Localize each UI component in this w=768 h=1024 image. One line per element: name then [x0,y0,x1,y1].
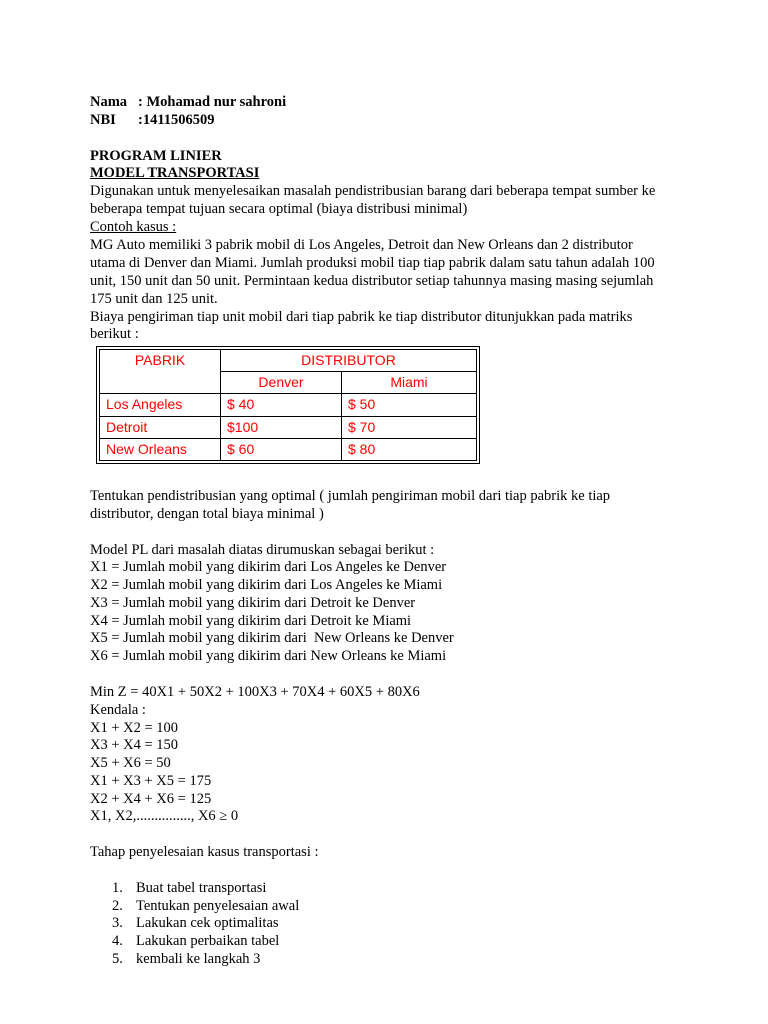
constraint-2: X3 + X4 = 150 [90,737,179,753]
nama-value: : Mohamad nur sahroni [138,94,287,110]
list-item-number: 3. [112,915,123,931]
list-item-number: 5. [112,951,123,967]
constraint-4: X1 + X3 + X5 = 175 [90,773,212,789]
list-item [112,932,279,950]
nbi-label: NBI [90,112,116,128]
miami-cost-cell: $ 50 [342,394,477,416]
table-row [100,438,477,460]
pabrik-cell: Detroit [100,416,221,438]
list-item-number: 1. [112,880,123,896]
variable-def-x1: X1 = Jumlah mobil yang dikirim dari Los Angeles ke Denver [90,559,447,575]
denver-cost-cell: $100 [221,416,342,438]
tentukan-line-1: Tentukan pendistribusian yang optimal ( jumlah pengiriman mobil dari tiap pabrik ke tiap [90,488,611,504]
program-title: PROGRAM LINIER [90,148,222,164]
list-item-text: Lakukan perbaikan tabel [136,933,280,949]
variable-def-x2: X2 = Jumlah mobil yang dikirim dari Los Angeles ke Miami [90,577,443,593]
denver-cost-cell: $ 60 [221,438,342,460]
header-distributor: DISTRIBUTOR [221,350,477,372]
variable-def-x5: X5 = Jumlah mobil yang dikirim dari New Orleans ke Denver [90,630,454,646]
list-item [112,897,299,915]
tentukan-line-2: distributor, dengan total biaya minimal ) [90,506,324,522]
list-item-number: 4. [112,933,123,949]
nama-label: Nama [90,94,128,110]
miami-cost-cell: $ 70 [342,416,477,438]
list-item [112,879,266,897]
variable-def-x6: X6 = Jumlah mobil yang dikirim dari New Orleans ke Miami [90,648,447,664]
constraint-3: X5 + X6 = 50 [90,755,171,771]
header-denver: Denver [221,372,342,394]
constraint-1: X1 + X2 = 100 [90,720,179,736]
kendala-label: Kendala : [90,702,146,718]
header-miami: Miami [342,372,477,394]
list-item-text: Lakukan cek optimalitas [136,915,279,931]
header-pabrik: PABRIK [100,350,221,394]
cost-table-frame [96,346,480,464]
intro-line-2: beberapa tempat tujuan secara optimal (biaya distribusi minimal) [90,201,468,217]
contoh-label: Contoh kasus : [90,219,177,235]
list-item-text: kembali ke langkah 3 [136,951,261,967]
list-item-number: 2. [112,898,123,914]
table-row [100,394,477,416]
denver-cost-cell: $ 40 [221,394,342,416]
pabrik-cell: Los Angeles [100,394,221,416]
case-line-6: berikut : [90,326,139,342]
objective-function: Min Z = 40X1 + 50X2 + 100X3 + 70X4 + 60X5 + 80X6 [90,684,420,700]
case-line-2: utama di Denver dan Miami. Jumlah produksi mobil tiap tiap pabrik dalam satu tahun adalah 100 [90,255,655,271]
list-item-text: Buat tabel transportasi [136,880,267,896]
list-item [112,914,279,932]
model-pl-intro: Model PL dari masalah diatas dirumuskan sebagai berikut : [90,542,435,558]
intro-line-1: Digunakan untuk menyelesaikan masalah pendistribusian barang dari beberapa tempat sumber ke [90,183,656,199]
cost-table [99,349,477,461]
nama-line [90,93,286,111]
table-row [100,416,477,438]
case-line-3: unit, 150 unit dan 50 unit. Permintaan kedua distributor setiap tahunnya masing masing sejumlah [90,273,654,289]
list-item [112,950,260,968]
list-item-text: Tentukan penyelesaian awal [136,898,300,914]
model-title: MODEL TRANSPORTASI [90,165,260,181]
case-line-5: Biaya pengiriman tiap unit mobil dari tiap pabrik ke tiap distributor ditunjukkan pada matriks [90,309,633,325]
case-line-1: MG Auto memiliki 3 pabrik mobil di Los Angeles, Detroit dan New Orleans dan 2 distributor [90,237,633,253]
pabrik-cell: New Orleans [100,438,221,460]
non-negativity-constraint: X1, X2,..............., X6 ≥ 0 [90,808,239,824]
case-line-4: 175 unit dan 125 unit. [90,291,218,307]
miami-cost-cell: $ 80 [342,438,477,460]
variable-def-x3: X3 = Jumlah mobil yang dikirim dari Detroit ke Denver [90,595,416,611]
nbi-line [90,111,215,129]
variable-def-x4: X4 = Jumlah mobil yang dikirim dari Detroit ke Miami [90,613,412,629]
constraint-5: X2 + X4 + X6 = 125 [90,791,212,807]
nbi-value: :1411506509 [138,112,215,128]
tahap-label: Tahap penyelesaian kasus transportasi : [90,844,319,860]
